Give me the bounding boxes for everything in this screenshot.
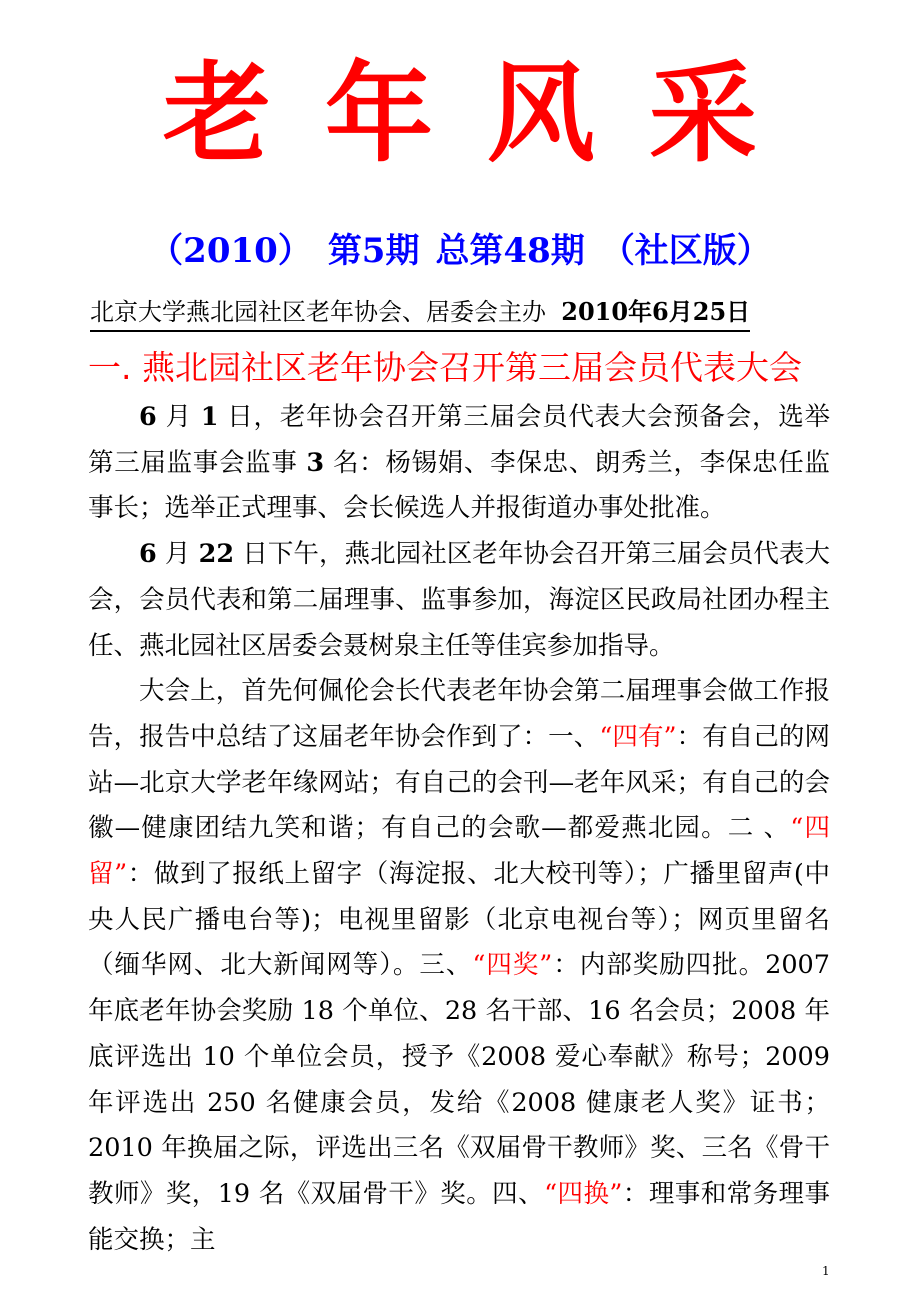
sponsor-organizers: 北京大学燕北园社区老年协会、居委会主办 <box>90 298 546 326</box>
issue-year: （2010） <box>149 231 312 271</box>
issue-line <box>0 226 920 276</box>
highlight-four-keeps: “四留” <box>88 813 830 890</box>
sponsor-line <box>90 294 750 332</box>
paragraph-congress: 6 月 22 日下午，燕北园社区老年协会召开第三届会员代表大会，会员代表和第二届理事、监事参加，海淀区民政局社团办程主任、燕北园社区居委会聂树泉主任等佳宾参加指导。 <box>88 539 831 661</box>
issue-edition: （社区版） <box>600 231 771 271</box>
paragraph-work-report: 大会上，首先何佩伦会长代表老年协会第二届理事会做工作报告，报告中总结了这届老年协会作到了：一、“四有”：有自己的网站—北京大学老年缘网站；有自己的会刊—老年风采；有自己的会徽—健康团结九笑和谐；有自己的会歌—都爱燕北园。二 、“四留”：做到了报纸上留字（海淀报、北大校刊等）；广播里留声(中央人民广播电台等)；电视里留影（北京电视台等）；网页里留名（缅华网、北大新闻网等）。三、“四奖”：内部奖励四批。2007 年底老年协会奖励 18 个单位、28 名干部、16 名会员；2008 年底评选出 10 个单位会员，授予《2008 爱心奉献》称号；2009 年评选出 250 名健康会员，发给《2008 健康老人奖》证书；2010 年换届之际，评选出三名《双届骨干教师》奖、三名《骨干教师》奖，19 名《双届骨干》奖。四、“四换”：理事和常务理事能交换；主 <box>88 676 830 1255</box>
highlight-four-rotations: “四换” <box>544 1178 623 1209</box>
article-body <box>88 395 830 1263</box>
highlight-four-haves: “四有” <box>599 721 677 752</box>
publication-date: 2010年6月25日 <box>561 297 751 326</box>
masthead-title: 老年风采 <box>162 52 811 177</box>
section-heading: 一. 燕北园社区老年协会召开第三届会员代表大会 <box>88 348 802 387</box>
highlight-four-awards: “四奖” <box>472 950 553 981</box>
issue-total-number: 总第48期 <box>435 231 585 271</box>
issue-number: 第5期 <box>327 231 420 271</box>
page-number: 1 <box>822 1264 830 1278</box>
paragraph-preparatory-meeting: 6 月 1 日，老年协会召开第三届会员代表大会预备会，选举第三届监事会监事 3 名：杨锡娟、李保忠、朗秀兰，李保忠任监事长；选举正式理事、会长候选人并报街道办事处批准。 <box>88 402 830 524</box>
